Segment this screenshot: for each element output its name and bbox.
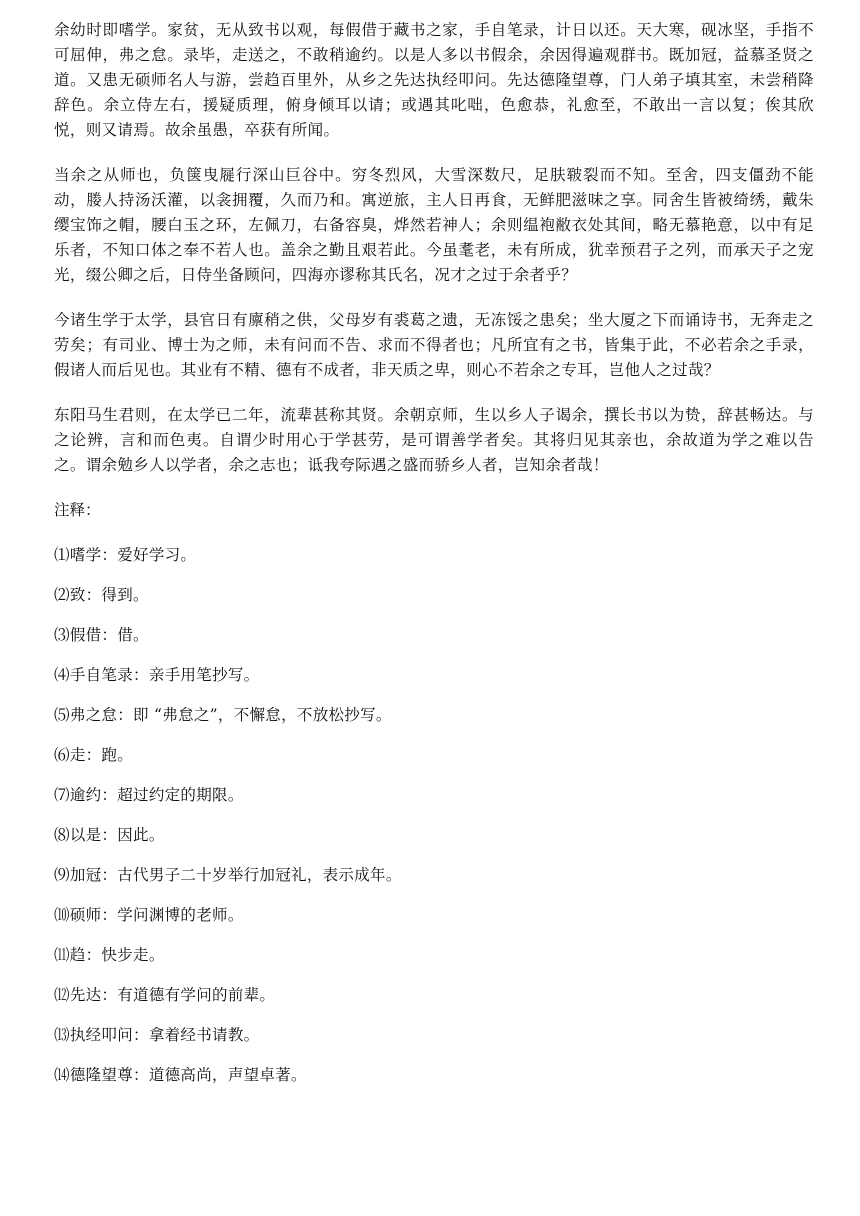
note-text: 手自笔录：亲手用笔抄写。	[69, 666, 260, 684]
note-item	[54, 823, 814, 848]
note-number: ⑸	[54, 706, 70, 724]
note-item	[54, 743, 814, 768]
note-item	[54, 783, 814, 808]
note-item	[54, 1063, 814, 1088]
note-text: 执经叩问：拿着经书请教。	[69, 1026, 260, 1044]
note-number: ⑾	[54, 946, 70, 964]
note-number: ⑻	[54, 826, 70, 844]
note-number: ⑽	[54, 906, 70, 924]
note-item	[54, 703, 814, 728]
note-number: ⑴	[54, 546, 70, 564]
paragraph-4: 东阳马生君则，在太学已二年，流辈甚称其贤。余朝京师，生以乡人子谒余，撰长书以为贽，辞甚畅达。与之论辨，言和而色夷。自谓少时用心于学甚劳，是可谓善学者矣。其将归见其亲也，余故道为学之难以告之。谓余勉乡人以学者，余之志也；诋我夸际遇之盛而骄乡人者，岂知余者哉！	[54, 406, 814, 474]
note-text: 逾约：超过约定的期限。	[69, 786, 244, 804]
note-number: ⑷	[54, 666, 70, 684]
note-text: 以是：因此。	[69, 826, 165, 844]
notes-heading: 注释：	[54, 501, 101, 519]
note-number: ⑿	[54, 986, 70, 1004]
notes-list	[54, 543, 814, 1088]
note-item	[54, 863, 814, 888]
note-item	[54, 983, 814, 1008]
note-number: ⑺	[54, 786, 70, 804]
note-number: ⑹	[54, 746, 70, 764]
note-number: ⑼	[54, 866, 70, 884]
note-text: 嗜学：爱好学习。	[69, 546, 197, 564]
note-text: 致：得到。	[69, 586, 149, 604]
note-text: 硕师：学问渊博的老师。	[69, 906, 244, 924]
note-text: 弗之怠：即 “弗怠之”，不懈怠，不放松抄写。	[69, 706, 392, 724]
note-item	[54, 663, 814, 688]
note-number: ⒁	[54, 1066, 70, 1084]
note-item	[54, 623, 814, 648]
note-text: 德隆望尊：道德高尚，声望卓著。	[69, 1066, 307, 1084]
note-item	[54, 903, 814, 928]
note-number: ⒀	[54, 1026, 70, 1044]
note-item	[54, 543, 814, 568]
note-number: ⑶	[54, 626, 70, 644]
note-text: 先达：有道德有学问的前辈。	[69, 986, 276, 1004]
note-number: ⑵	[54, 586, 70, 604]
paragraph-3: 今诸生学于太学，县官日有廪稍之供，父母岁有裘葛之遗，无冻馁之患矣；坐大厦之下而诵诗书，无奔走之劳矣；有司业、博士为之师，未有问而不告、求而不得者也；凡所宜有之书，皆集于此，不必若余之手录，假诸人而后见也。其业有不精、德有不成者，非天质之卑，则心不若余之专耳，岂他人之过哉？	[54, 311, 814, 379]
note-text: 加冠：古代男子二十岁举行加冠礼，表示成年。	[69, 866, 402, 884]
note-item	[54, 1023, 814, 1048]
note-text: 走：跑。	[69, 746, 134, 764]
paragraph-1: 余幼时即嗜学。家贫，无从致书以观，每假借于藏书之家，手自笔录，计日以还。天大寒，砚冰坚，手指不可屈伸，弗之怠。录毕，走送之，不敢稍逾约。以是人多以书假余，余因得遍观群书。既加冠，益慕圣贤之道。又患无硕师名人与游，尝趋百里外，从乡之先达执经叩问。先达德隆望尊，门人弟子填其室，未尝稍降辞色。余立侍左右，援疑质理，俯身倾耳以请；或遇其叱咄，色愈恭，礼愈至，不敢出一言以复；俟其欣悦，则又请焉。故余虽愚，卒获有所闻。	[54, 21, 814, 139]
document-page	[54, 18, 814, 1103]
note-item	[54, 943, 814, 968]
note-text: 假借：借。	[69, 626, 149, 644]
note-item	[54, 583, 814, 608]
note-text: 趋：快步走。	[69, 946, 165, 964]
paragraph-2: 当余之从师也，负箧曳屣行深山巨谷中。穷冬烈风，大雪深数尺，足肤皲裂而不知。至舍，四支僵劲不能动，媵人持汤沃灌，以衾拥覆，久而乃和。寓逆旅，主人日再食，无鲜肥滋味之享。同舍生皆被绮绣，戴朱缨宝饰之帽，腰白玉之环，左佩刀，右备容臭，烨然若神人；余则缊袍敝衣处其间，略无慕艳意，以中有足乐者，不知口体之奉不若人也。盖余之勤且艰若此。今虽耄老，未有所成，犹幸预君子之列，而承天子之宠光，缀公卿之后，日侍坐备顾问，四海亦谬称其氏名，况才之过于余者乎？	[54, 166, 814, 284]
